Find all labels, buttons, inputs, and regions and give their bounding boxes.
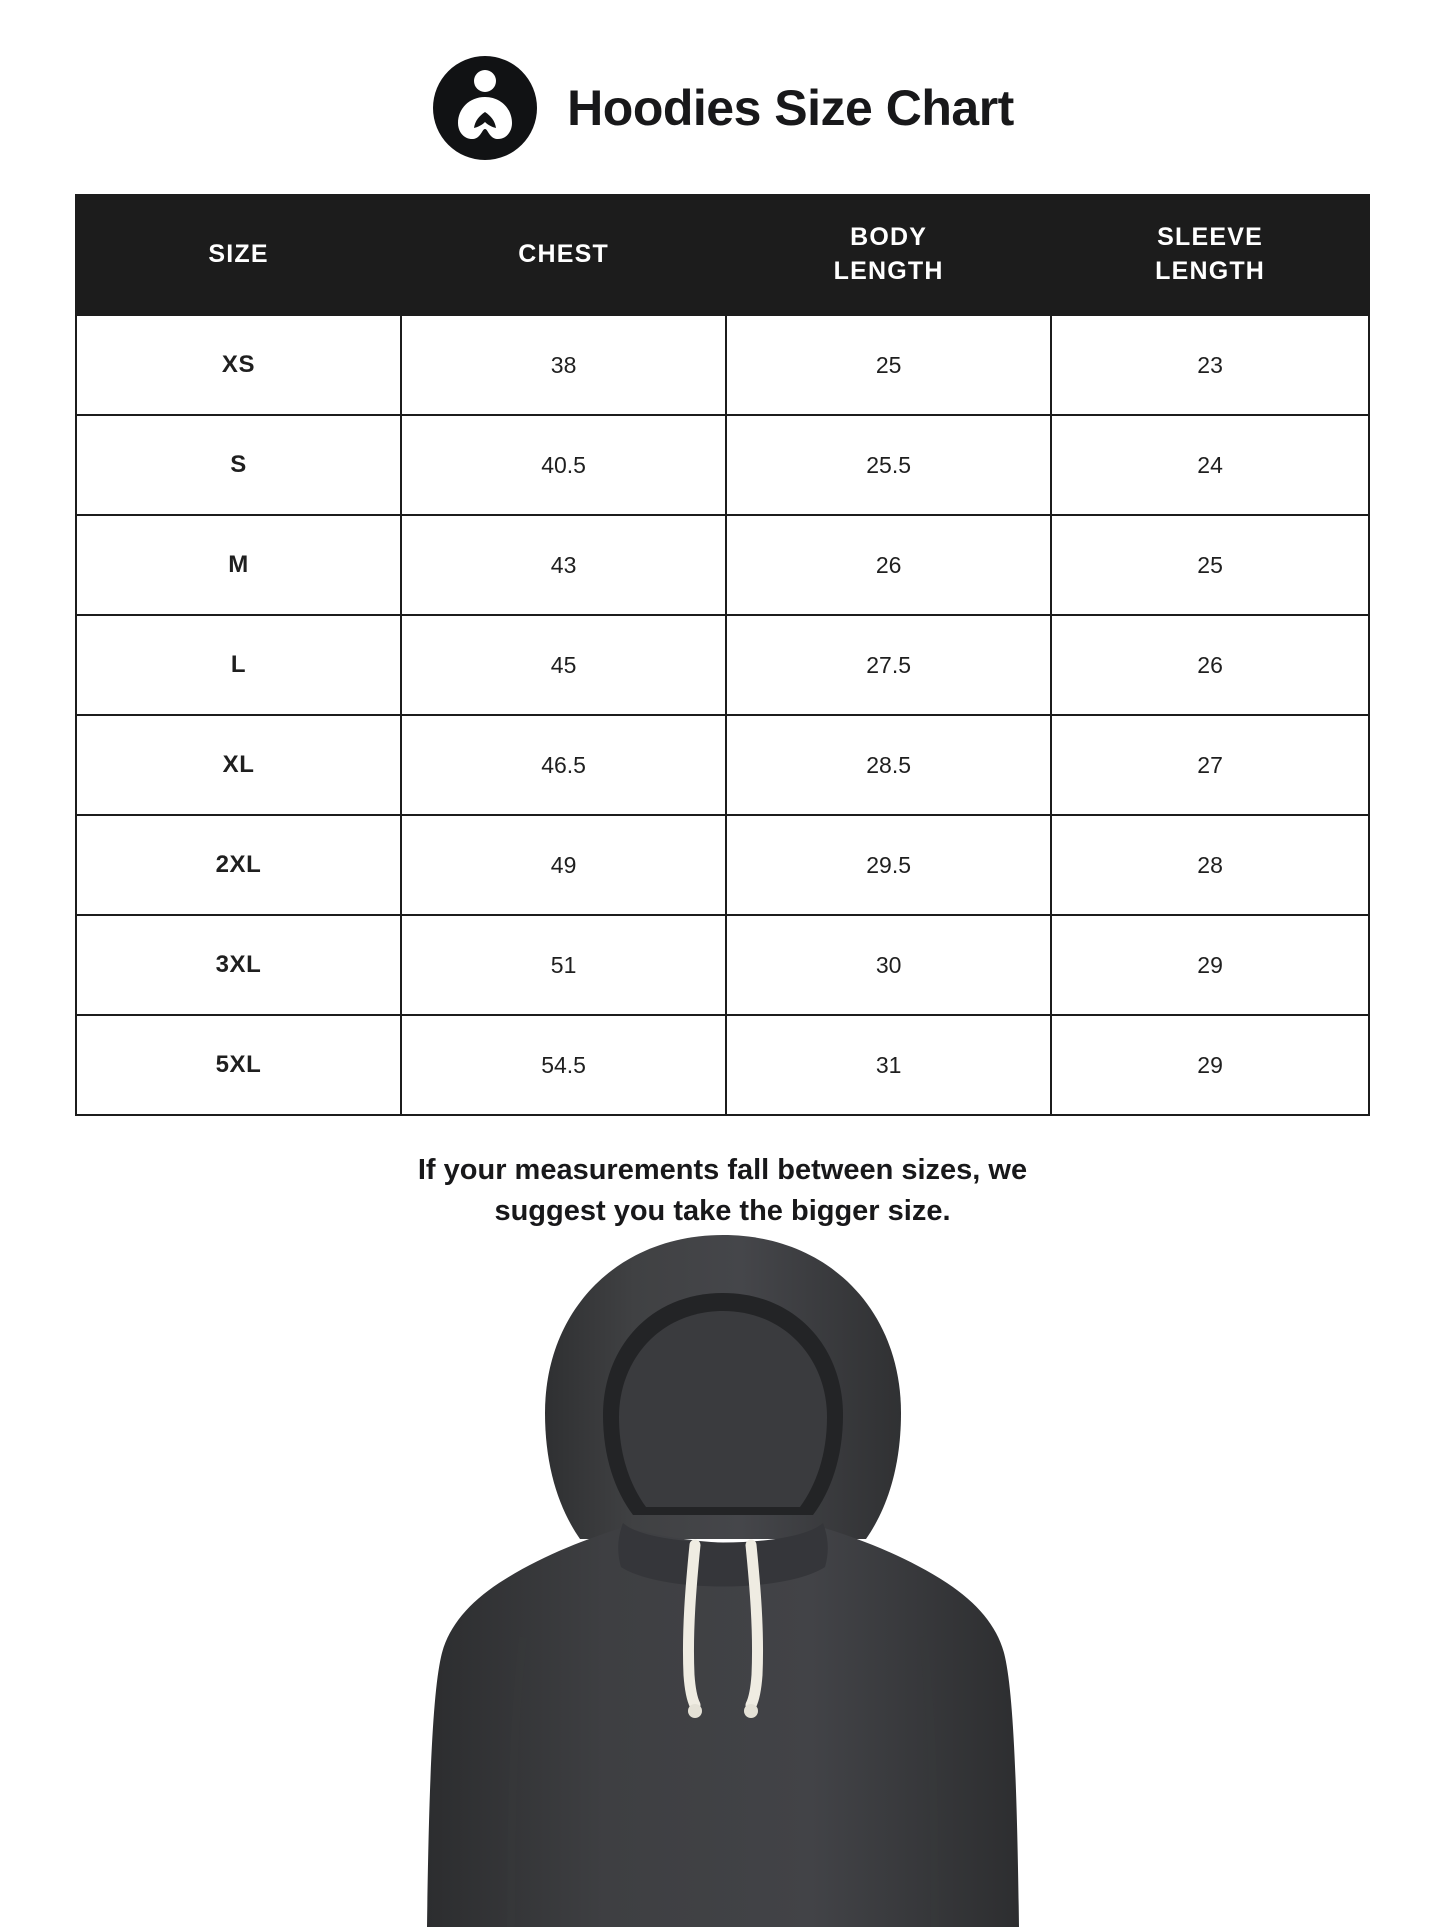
sizing-note — [243, 1150, 1203, 1232]
table-row — [76, 715, 1369, 815]
cell-body-length: 30 — [726, 915, 1051, 1015]
cell-sleeve-length: 24 — [1051, 415, 1369, 515]
cell-body-length: 29.5 — [726, 815, 1051, 915]
cell-size: M — [76, 515, 401, 615]
cell-chest: 45 — [401, 615, 726, 715]
cell-size: 2XL — [76, 815, 401, 915]
cell-size: L — [76, 615, 401, 715]
cell-size: XL — [76, 715, 401, 815]
hoodie-photo — [0, 1227, 1445, 1927]
cell-body-length: 27.5 — [726, 615, 1051, 715]
table-row — [76, 615, 1369, 715]
hoodie-graphic — [373, 1227, 1073, 1927]
column-header-chest: CHEST — [401, 195, 726, 315]
cell-chest: 40.5 — [401, 415, 726, 515]
cell-sleeve-length: 25 — [1051, 515, 1369, 615]
cell-size: XS — [76, 315, 401, 415]
cell-size: 3XL — [76, 915, 401, 1015]
cell-chest: 38 — [401, 315, 726, 415]
cell-sleeve-length: 27 — [1051, 715, 1369, 815]
cell-sleeve-length: 29 — [1051, 915, 1369, 1015]
page-title: Hoodies Size Chart — [567, 80, 1014, 136]
size-table — [75, 194, 1370, 1116]
table-row — [76, 915, 1369, 1015]
column-header-sleeve-length: SLEEVE LENGTH — [1051, 195, 1369, 315]
cell-body-length: 26 — [726, 515, 1051, 615]
size-table-container — [75, 194, 1370, 1116]
cell-sleeve-length: 28 — [1051, 815, 1369, 915]
table-header-row — [76, 195, 1369, 315]
column-header-body-length: BODY LENGTH — [726, 195, 1051, 315]
cell-size: S — [76, 415, 401, 515]
cell-chest: 46.5 — [401, 715, 726, 815]
sizing-note-line-2: suggest you take the bigger size. — [494, 1195, 951, 1228]
column-header-size: SIZE — [76, 195, 401, 315]
page-header — [0, 0, 1445, 172]
table-row — [76, 415, 1369, 515]
cell-size: 5XL — [76, 1015, 401, 1115]
cell-chest: 49 — [401, 815, 726, 915]
table-row — [76, 315, 1369, 415]
sizing-note-line-1: If your measurements fall between sizes, we — [417, 1154, 1028, 1186]
cell-body-length: 25 — [726, 315, 1051, 415]
table-row — [76, 815, 1369, 915]
cell-sleeve-length: 29 — [1051, 1015, 1369, 1115]
cell-chest: 43 — [401, 515, 726, 615]
cell-body-length: 31 — [726, 1015, 1051, 1115]
cell-sleeve-length: 26 — [1051, 615, 1369, 715]
table-row — [76, 515, 1369, 615]
cell-chest: 51 — [401, 915, 726, 1015]
cell-body-length: 28.5 — [726, 715, 1051, 815]
table-row — [76, 1015, 1369, 1115]
cell-chest: 54.5 — [401, 1015, 726, 1115]
cell-sleeve-length: 23 — [1051, 315, 1369, 415]
cell-body-length: 25.5 — [726, 415, 1051, 515]
person-in-circle-logo-icon — [431, 54, 539, 162]
table-body — [76, 315, 1369, 1115]
